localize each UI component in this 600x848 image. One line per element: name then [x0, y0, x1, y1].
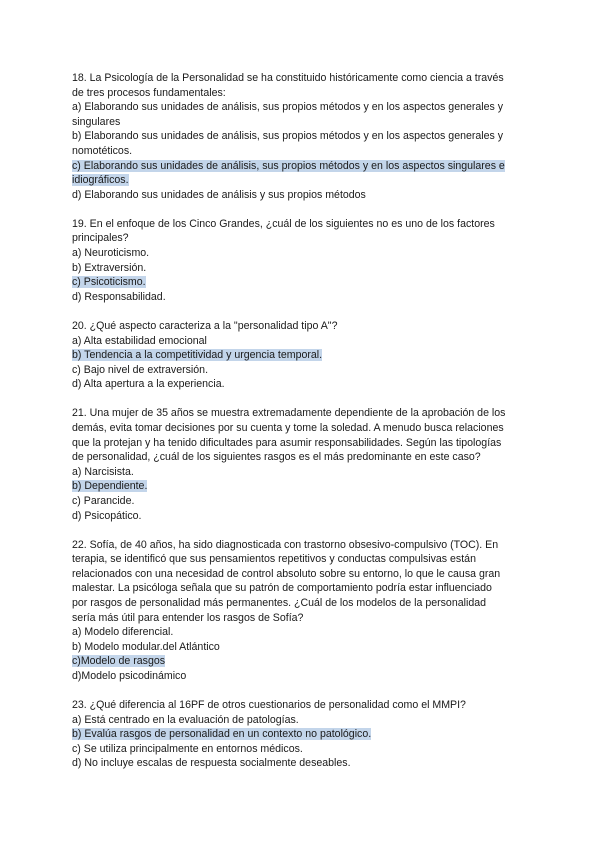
text-span: d) No incluye escalas de respuesta socialmente deseables.: [72, 757, 351, 770]
text-span: c) Bajo nivel de extraversión.: [72, 363, 209, 376]
text-span: c) Parancide.: [72, 494, 135, 507]
answer-text-line: [72, 509, 532, 524]
answer-text-line: [72, 756, 532, 771]
question-block: [72, 538, 532, 684]
answer-text-line: [72, 100, 532, 115]
question-block: [72, 406, 532, 523]
text-span: a) Modelo diferencial.: [72, 626, 174, 639]
answer-text-line: [72, 348, 532, 363]
answer-text-line: [72, 115, 532, 130]
answer-text-line: [72, 567, 532, 582]
answer-text-line: [72, 552, 532, 567]
text-span: a) Elaborando sus unidades de análisis, sus propios métodos y en los aspectos generales y: [72, 101, 504, 114]
answer-text-line: [72, 640, 532, 655]
text-span: principales?: [72, 232, 129, 245]
question-text-line: [72, 698, 532, 713]
text-span: 20. ¿Qué aspecto caracteriza a la "personalidad tipo A"?: [72, 319, 338, 332]
answer-text-line: [72, 494, 532, 509]
answer-text-line: [72, 173, 532, 188]
answer-text-line: [72, 742, 532, 757]
text-span: b) Elaborando sus unidades de análisis, sus propios métodos y en los aspectos generales y: [72, 130, 504, 143]
text-span: a) Alta estabilidad emocional: [72, 334, 207, 347]
answer-text-line: [72, 261, 532, 276]
text-span: 21. Una mujer de 35 años se muestra extremadamente dependiente de la aprobación de los: [72, 407, 506, 420]
highlighted-correct-answer: idiográficos.: [72, 174, 129, 187]
text-span: d)Modelo psicodinámico: [72, 669, 187, 682]
text-span: malestar. La psicóloga señala que su patrón de comportamiento podría estar influenciado: [72, 582, 492, 595]
question-block: [72, 217, 532, 305]
question-text-line: [72, 71, 532, 86]
highlighted-correct-answer: b) Dependiente.: [72, 480, 148, 493]
text-span: 18. La Psicología de la Personalidad se ha constituido históricamente como ciencia a través: [72, 72, 504, 84]
text-span: terapia, se identificó que sus pensamientos repetitivos y conductas compulsivas están: [72, 553, 476, 566]
answer-text-line: [72, 421, 532, 436]
text-span: b) Extraversión.: [72, 261, 147, 274]
text-span: de personalidad, ¿cuál de los siguientes rasgos es el más predominante en este caso?: [72, 451, 481, 464]
answer-text-line: [72, 275, 532, 290]
text-span: d) Elaborando sus unidades de análisis y sus propios métodos: [72, 188, 366, 201]
text-span: 23. ¿Qué diferencia al 16PF de otros cuestionarios de personalidad como el MMPI?: [72, 699, 466, 712]
text-span: c) Se utiliza principalmente en entornos médicos.: [72, 742, 303, 755]
answer-text-line: [72, 479, 532, 494]
highlighted-correct-answer: c) Psicoticismo.: [72, 276, 146, 289]
answer-text-line: [72, 625, 532, 640]
answer-text-line: [72, 86, 532, 101]
text-span: nomotéticos.: [72, 144, 133, 157]
highlighted-correct-answer: c)Modelo de rasgos: [72, 655, 166, 668]
text-span: de tres procesos fundamentales:: [72, 86, 226, 99]
text-span: 19. En el enfoque de los Cinco Grandes, ¿cuál de los siguientes no es uno de los factores: [72, 217, 495, 230]
text-span: relacionados con una necesidad de control absoluto sobre su entorno, lo que le causa gran: [72, 567, 501, 580]
text-span: 22. Sofía, de 40 años, ha sido diagnosticada con trastorno obsesivo-compulsivo (TOC). En: [72, 538, 499, 551]
text-span: a) Está centrado en la evaluación de patologías.: [72, 713, 299, 726]
text-span: sería más útil para entender los rasgos de Sofía?: [72, 611, 304, 624]
answer-text-line: [72, 129, 532, 144]
answer-text-line: [72, 290, 532, 305]
answer-text-line: [72, 465, 532, 480]
answer-text-line: [72, 450, 532, 465]
answer-text-line: [72, 596, 532, 611]
text-span: a) Narcisista.: [72, 465, 134, 478]
question-block: [72, 71, 532, 202]
question-text-line: [72, 319, 532, 334]
text-span: d) Responsabilidad.: [72, 290, 166, 303]
answer-text-line: [72, 727, 532, 742]
answer-text-line: [72, 144, 532, 159]
text-span: singulares: [72, 115, 121, 128]
text-span: a) Neuroticismo.: [72, 247, 150, 260]
highlighted-correct-answer: c) Elaborando sus unidades de análisis, sus propios métodos y en los aspectos singulares e: [72, 159, 505, 172]
answer-text-line: [72, 611, 532, 626]
text-span: por rasgos de personalidad más permanentes. ¿Cuál de los modelos de la personalidad: [72, 597, 486, 609]
answer-text-line: [72, 377, 532, 392]
answer-text-line: [72, 334, 532, 349]
text-span: demás, evita tomar decisiones por su cuenta y tome la soledad. A menudo busca relaciones: [72, 421, 504, 434]
question-list: [72, 71, 532, 786]
answer-text-line: [72, 436, 532, 451]
answer-text-line: [72, 159, 532, 174]
answer-text-line: [72, 363, 532, 378]
question-block: [72, 698, 532, 771]
text-span: b) Modelo modular.del Atlántico: [72, 640, 220, 653]
highlighted-correct-answer: b) Evalúa rasgos de personalidad en un contexto no patológico.: [72, 728, 372, 741]
question-text-line: [72, 406, 532, 421]
text-span: d) Alta apertura a la experiencia.: [72, 378, 225, 391]
answer-text-line: [72, 713, 532, 728]
highlighted-correct-answer: b) Tendencia a la competitividad y urgencia temporal.: [72, 349, 323, 362]
answer-text-line: [72, 669, 532, 684]
question-block: [72, 319, 532, 392]
text-span: que la protejan y ha tenido dificultades para asumir responsabilidades. Según las tipologías: [72, 436, 502, 449]
answer-text-line: [72, 188, 532, 203]
text-span: d) Psicopático.: [72, 509, 142, 522]
question-text-line: [72, 538, 532, 553]
answer-text-line: [72, 231, 532, 246]
answer-text-line: [72, 581, 532, 596]
answer-text-line: [72, 654, 532, 669]
question-text-line: [72, 217, 532, 232]
answer-text-line: [72, 246, 532, 261]
